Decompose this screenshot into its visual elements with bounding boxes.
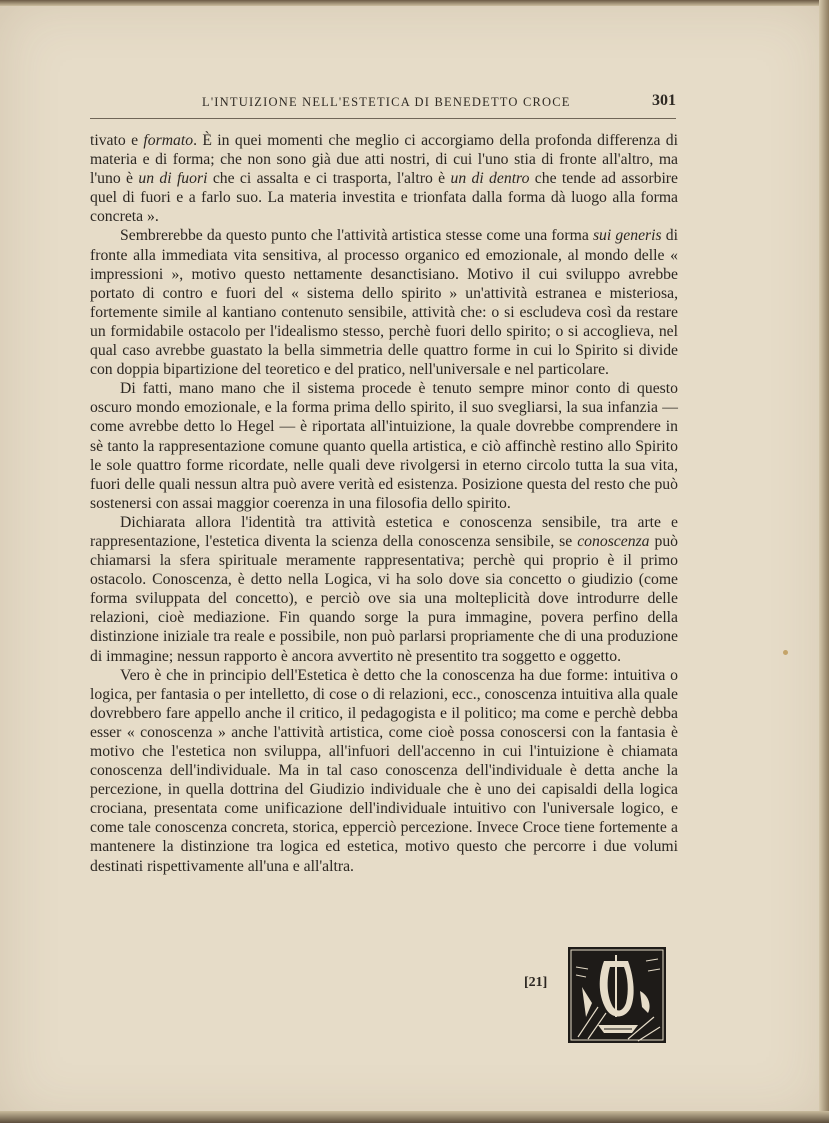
italic-text: conoscenza [577, 532, 650, 550]
text-run: Vero è che in principio dell'Estetica è detto che la conoscenza ha due forme: intuitiva o logica, per fantasia o per intelletto, di cose o di relazioni, ecc., conoscenza intuitiva alla quale dovrebbero fare appello anche il critico, il pedagogista e il politico; ma come e perchè debba esser « conoscenza » anche l'attività artistica, come cioè possa conoscersi con la fantasia è motivo che l'estetica non sviluppa, all'infuori dell'accenno in cui l'intuizione è chiamata conoscenza dell'individuale. Ma in tal caso conoscenza dell'individuale è detta anche la percezione, in quella dottrina del Giudizio individuale che è uno dei capisaldi della logica crociana, presentata come unificazione dell'individuale intuitivo con l'universale logico, e come tale conoscenza concreta, storica, epperciò percezione. Invece Croce tiene fortemente a mantenere la distinzione tra logica ed estetica, motivo questo che percorre i due volumi destinati rispettivamente all'una e all'altra. [90, 666, 678, 875]
paper-stain [783, 650, 788, 655]
text-run: . È in quei momenti che meglio ci accorgiamo della profonda differenza di materia e di forma; che non sono già due atti nostri, di cui l'uno stia di fronte all'altro, ma l'uno è [90, 132, 678, 188]
text-run: Di fatti, mano mano che il sistema procede è tenuto sempre minor conto di questo oscuro mondo emozionale, e la forma prima dello spirito, il suo svegliarsi, la sua infanzia — come avrebbe detto lo Hegel — è riportata all'intuizione, la quale dovrebbe comprendere in sè tanto la rappresentazione comune quanto quella artistica, e ciò affinchè restino allo Spirito le sole quattro forme ricordate, nelle quali deve rivolgersi in eterno circolo tutta la sua vita, fuori delle quali nessun altra può avere verità ed esistenza. Posizione questa del resto che può sostenersi con assai maggior coerenza in una filosofia dello spirito. [90, 380, 678, 512]
italic-text: un di dentro [450, 170, 530, 188]
page-number: 301 [652, 92, 676, 109]
italic-text: formato [143, 132, 194, 149]
plate-number: [21] [524, 975, 548, 990]
paragraph [90, 513, 678, 666]
body-text [90, 131, 678, 876]
text-run: di fronte alla immediata vita sensitiva, al processo organico ed emozionale, al mondo delle « impressioni », motivo questo nettamente desanctisiano. Motivo il cui sviluppo avrebbe portato di contro e fuori del « sistema dello spirito » un'attività estranea e misteriosa, fortemente simile al kantiano contenuto sensibile, attività che: o si escludeva così da restare un formidabile ostacolo per l'idealismo stesso, perchè fuori dello spirito; o si accoglieva, nel qual caso avrebbe guastato la bella simmetria delle quattro forme in cui lo Spirito si divide con doppia bipartizione del teoretico e del pratico, nell'universale e nel particolare. [90, 227, 678, 379]
page-right-edge [819, 0, 829, 1123]
paragraph [90, 226, 678, 379]
text-run: Dichiarata allora l'identità tra attività estetica e conoscenza sensibile, tra arte e rappresentazione, l'estetica diventa la scienza della conoscenza sensibile, se [90, 513, 678, 550]
paragraph [90, 666, 678, 876]
running-title: L'INTUIZIONE NELL'ESTETICA DI BENEDETTO CROCE [202, 95, 571, 109]
woodcut-illustration-icon [568, 947, 666, 1043]
paragraph [90, 131, 678, 226]
text-run: tivato e [90, 132, 144, 149]
paragraph [90, 379, 678, 513]
text-run: che ci assalta e ci trasporta, l'altro è [207, 170, 451, 188]
page-top-edge [0, 0, 829, 6]
text-run: può chiamarsi la sfera spirituale meramente rappresentativa; perchè qui proprio è il primo ostacolo. Conoscenza, è detto nella Logica, vi ha solo dove sia concetto o giudizio (come forma sviluppata del concetto), e perciò ove sia una molteplicità dove introdurre delle relazioni, cioè mediazione. Fin quando sorge la pura immagine, povera perfino della distinzione iniziale tra reale e possibile, non può parlarsi propriamente che di una produzione di immagine; nessun rapporto è ancora avvertito nè presentito tra soggetto e oggetto. [90, 532, 679, 665]
italic-text: un di fuori [138, 170, 208, 188]
text-run: che tende ad assorbire quel di fuori e a farlo suo. La materia investita e trionfata dalla forma dà luogo alla forma concreta ». [90, 170, 678, 226]
italic-text: sui generis [592, 227, 662, 245]
page-bottom-edge [0, 1111, 829, 1123]
running-header [90, 92, 676, 119]
text-run: Sembrerebbe da questo punto che l'attività artistica stesse come una forma [120, 227, 593, 245]
